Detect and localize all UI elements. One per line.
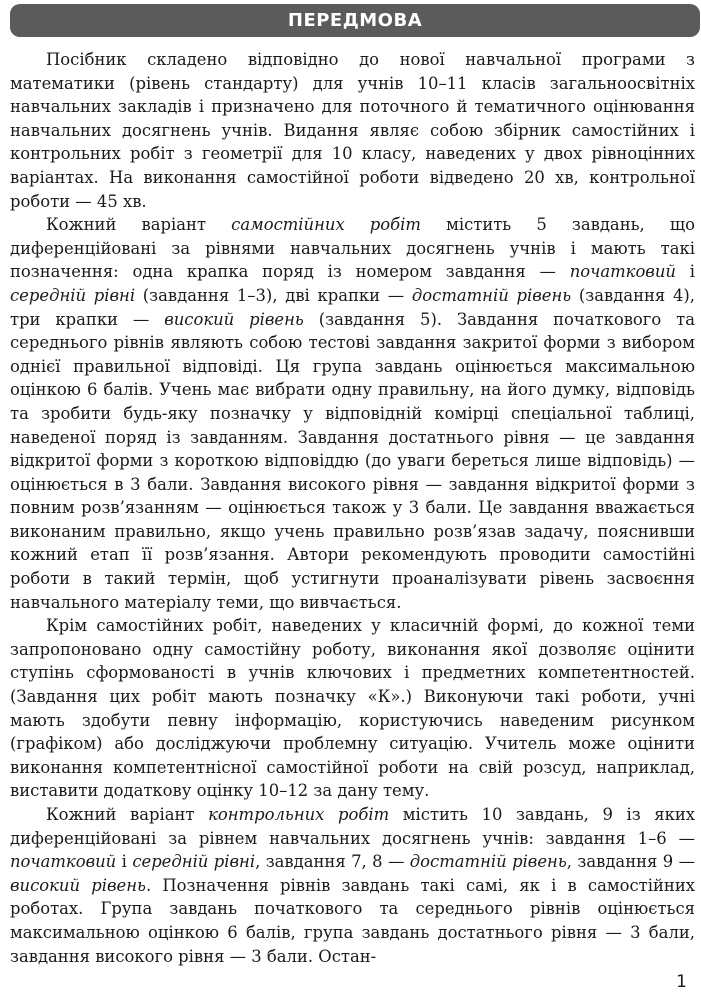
level-high: високий рівень xyxy=(10,875,146,895)
level-middle: середній рівні xyxy=(132,852,256,872)
paragraph-competence-works: Крім самостійних робіт, наведених у класичній формі, до кожної теми запропоновано одну самостійну роботу, виконання якої дозволяє оцінити ступінь сформованості в учнів ключових і предметних компетентностей. (Завдання цих робіт мають позначку «К».) Виконуючи такі роботи, учні мають здобути певну інформацію, користуючись наведеним рисунком (графіком) або досліджуючи проблемну ситуацію. Учитель може оцінити виконання компетентнісної самостійної роботи на свій розсуд, наприклад, виставити додаткову оцінку 10–12 за дану тему. xyxy=(10,616,695,801)
level-sufficient: достатній рівень xyxy=(411,285,572,305)
section-title: ПЕРЕДМОВА xyxy=(287,10,423,31)
level-high: високий рівень xyxy=(164,309,304,329)
level-sufficient: достатній рівень xyxy=(409,852,567,872)
paragraph-intro: Посібник складено відповідно до нової навчальної програми з математики (рівень стандарту) для учнів 10–11 класів загальноосвітніх навчальних закладів і призначено для поточного й тематичного оцінювання навчальних досягнень учнів. Видання являє собою збірник самостійних і контрольних робіт з геометрії для 10 класу, наведених у двох рівноцінних варіантах. На виконання самостійної роботи відведено 20 хв, контрольної роботи — 45 хв. xyxy=(10,50,695,211)
paragraph-control-works: Кожний варіант контрольних робіт містить 10 завдань, 9 із яких диференційовані за рівнем навчальних досягнень учнів: завдання 1–6 — початковий і середній рівні, завдання 7, 8 — достатній рівень, завдання 9 — високий рівень. Позначення рівнів завдань такі самі, як і в самостійних роботах. Група завдань початкового та середнього рівнів оцінюється максимальною оцінкою 6 балів, група завдань достатнього рівня — 3 бали, завдання високого рівня — 3 бали. Остан- xyxy=(10,805,696,966)
preface-text xyxy=(10,48,695,968)
term-independent-works: самостійних робіт xyxy=(231,215,421,235)
level-initial: початковий xyxy=(10,852,117,872)
page-number: 1 xyxy=(676,972,687,992)
section-header-bar xyxy=(10,4,700,37)
level-middle: середній рівні xyxy=(10,285,136,305)
paragraph-independent-works: Кожний варіант самостійних робіт містить 5 завдань, що диференційовані за рівнями навчальних досягнень учнів і мають такі позначення: одна крапка поряд із номером завдання — початковий і середній рівні (завдання 1–3), дві крапки — достатній рівень (завдання 4), три крапки — високий рівень (завдання 5). Завдання початкового та середнього рівнів являють собою тестові завдання закритої форми з вибором однієї правильної відповіді. Ця група завдань оцінюється максимальною оцінкою 6 балів. Учень має вибрати одну правильну, на його думку, відповідь та зробити будь-яку позначку у відповідній комірці спеціальної таблиці, наведеної поряд із завданням. Завдання достатнього рівня — це завдання відкритої форми з короткою відповіддю (до уваги береться лише відповідь) — оцінюється в 3 бали. Завдання високого рівня — завдання відкритої форми з повним розв’язанням — оцінюється також у 3 бали. Це завдання вважається виконаним правильно, якщо учень правильно розв’язав задачу, пояснивши кожний етап її розв’язання. Автори рекомендують проводити самостійні роботи в такий термін, щоб устигнути проаналізувати рівень засвоєння навчального матеріалу теми, що вивчається. xyxy=(10,215,696,612)
level-initial: початковий xyxy=(569,262,676,282)
term-control-works: контрольних робіт xyxy=(208,805,390,824)
